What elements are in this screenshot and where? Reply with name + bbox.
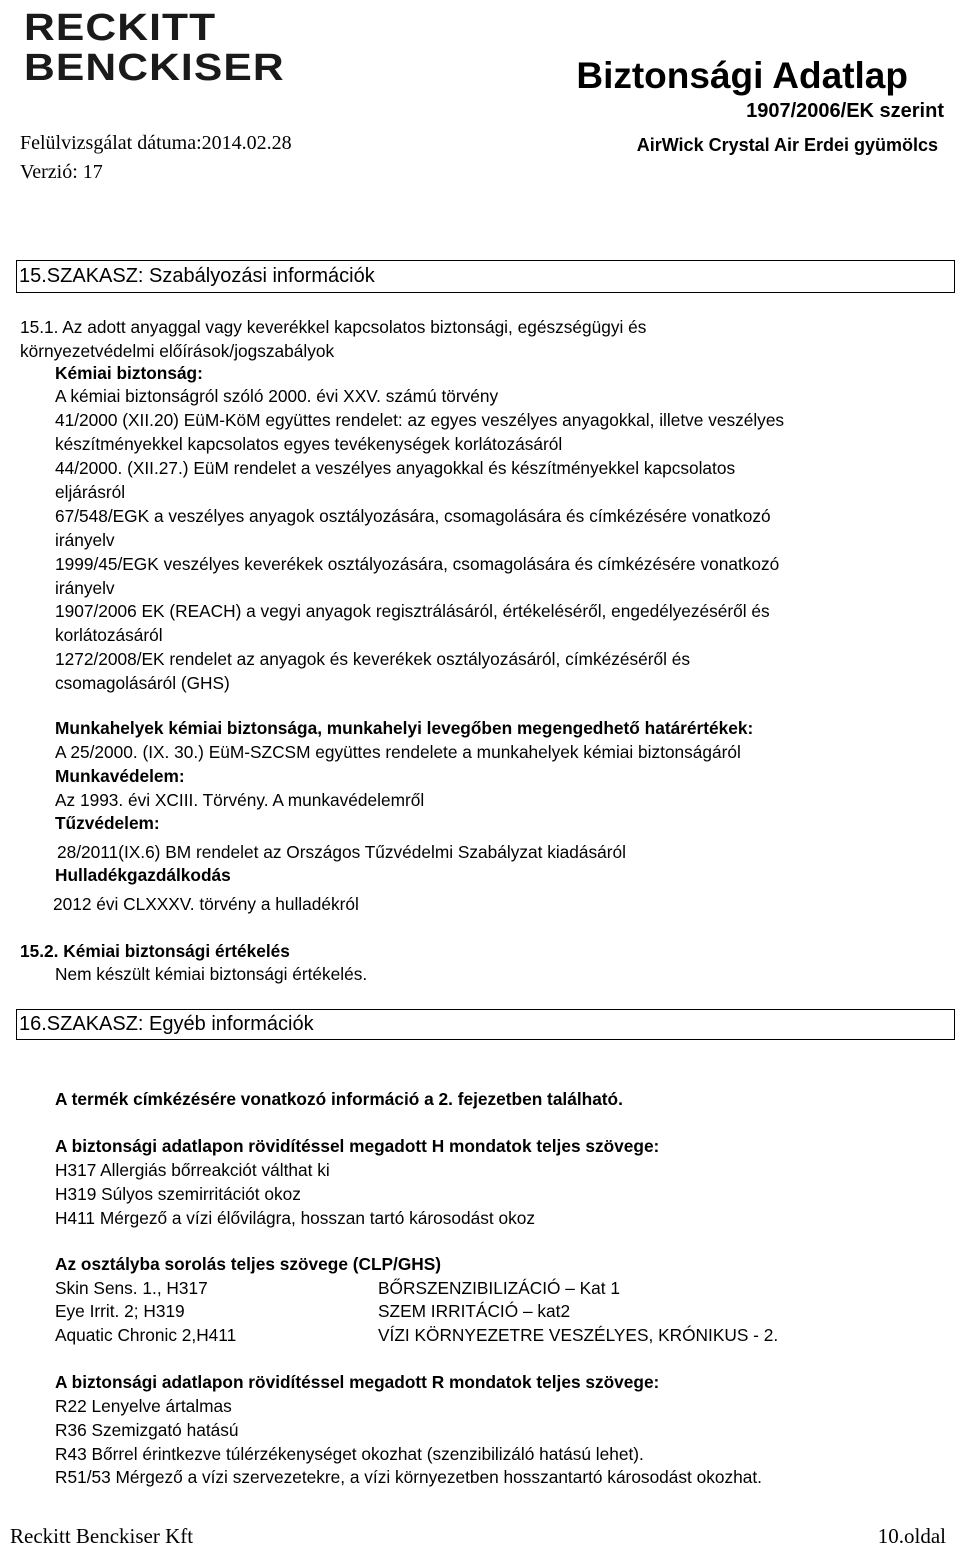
document-title: Biztonsági Adatlap [576, 55, 908, 96]
footer-company: Reckitt Benckiser Kft [10, 1524, 194, 1548]
subsection-15-1-line-2: környezetvédelmi előírások/jogszabályok [20, 341, 335, 361]
regulation-line: irányelv [55, 530, 115, 550]
logo-line-1: RECKITT [24, 7, 217, 49]
r-statement: R51/53 Mérgező a vízi szervezetekre, a vízi környezetben hosszantartó károsodást okozhat. [55, 1467, 762, 1487]
regulation-line: 1999/45/EGK veszélyes keverékek osztályozására, csomagolására és címkézésére vonatkozó [55, 554, 780, 574]
h-statement: H411 Mérgező a vízi élővilágra, hosszan tartó károsodást okoz [55, 1208, 535, 1228]
page-number: 10.oldal [877, 1524, 946, 1548]
clp-code: Skin Sens. 1., H317 [55, 1278, 208, 1298]
h-statements-label: A biztonsági adatlapon rövidítéssel megadott H mondatok teljes szövege: [55, 1136, 660, 1156]
labour-text: Az 1993. évi XCIII. Törvény. A munkavédelemről [55, 790, 425, 810]
subsection-15-2-label: 15.2. Kémiai biztonsági értékelés [20, 941, 290, 961]
subsection-15-2-text: Nem készült kémiai biztonsági értékelés. [55, 964, 368, 984]
regulation-line: korlátozásáról [55, 625, 163, 645]
regulation-line: A kémiai biztonságról szóló 2000. évi XXV. számú törvény [55, 386, 499, 406]
regulation-line: 41/2000 (XII.20) EüM-KöM együttes rendelet: az egyes veszélyes anyagokkal, illetve veszélyes [55, 410, 785, 430]
clp-text: SZEM IRRITÁCIÓ – kat2 [378, 1301, 571, 1321]
logo-line-2: BENCKISER [24, 47, 285, 89]
regulation-line: csomagolásáról (GHS) [55, 673, 230, 693]
workplace-text: A 25/2000. (IX. 30.) EüM-SZCSM együttes rendelete a munkahelyek kémiai biztonságáról [55, 742, 741, 762]
section-16-heading: 16.SZAKASZ: Egyéb információk [16, 1009, 955, 1040]
regulation-line: 67/548/EGK a veszélyes anyagok osztályozására, csomagolására és címkézésére vonatkozó [55, 506, 771, 526]
regulation-line: készítményekkel kapcsolatos egyes tevékenységek korlátozásáról [55, 434, 563, 454]
r-statements-label: A biztonsági adatlapon rövidítéssel megadott R mondatok teljes szövege: [55, 1372, 660, 1392]
r-statement: R43 Bőrrel érintkezve túlérzékenységet okozhat (szenzibilizáló hatású lehet). [55, 1444, 644, 1464]
regulation-line: 1272/2008/EK rendelet az anyagok és keverékek osztályozásáról, címkézéséről és [55, 649, 690, 669]
r-statement: R22 Lenyelve ártalmas [55, 1396, 232, 1416]
r-statement: R36 Szemizgató hatású [55, 1420, 239, 1440]
clp-code: Eye Irrit. 2; H319 [55, 1301, 185, 1321]
clp-text: VÍZI KÖRNYEZETRE VESZÉLYES, KRÓNIKUS - 2. [378, 1325, 779, 1345]
regulation-line: eljárásról [55, 482, 126, 502]
clp-code: Aquatic Chronic 2,H411 [55, 1325, 237, 1345]
labour-label: Munkavédelem: [55, 766, 185, 786]
version: Verzió: 17 [20, 161, 103, 183]
review-date: Felülvizsgálat dátuma:2014.02.28 [20, 132, 292, 154]
fire-text: 28/2011(IX.6) BM rendelet az Országos Tűzvédelmi Szabályzat kiadásáról [57, 842, 626, 862]
clp-text: BŐRSZENZIBILIZÁCIÓ – Kat 1 [378, 1278, 621, 1298]
clp-label: Az osztályba sorolás teljes szövege (CLP/GHS) [55, 1254, 442, 1274]
waste-label: Hulladékgazdálkodás [55, 865, 231, 885]
waste-text: 2012 évi CLXXXV. törvény a hulladékról [53, 894, 359, 914]
product-name: AirWick Crystal Air Erdei gyümölcs [636, 135, 938, 155]
regulation-line: 44/2000. (XII.27.) EüM rendelet a veszélyes anyagokkal és készítményekkel kapcsolatos [55, 458, 736, 478]
regulation-line: irányelv [55, 578, 115, 598]
company-logo [24, 7, 285, 90]
labelling-info: A termék címkézésére vonatkozó információ a 2. fejezetben található. [55, 1089, 623, 1109]
workplace-label: Munkahelyek kémiai biztonsága, munkahelyi levegőben megengedhető határértékek: [55, 718, 754, 738]
regulation-line: 1907/2006 EK (REACH) a vegyi anyagok regisztrálásáról, értékeléséről, engedélyezéséről és [55, 601, 770, 621]
section-15-heading: 15.SZAKASZ: Szabályozási információk [16, 260, 955, 293]
regulation-reference: 1907/2006/EK szerint [746, 100, 944, 122]
fire-label: Tűzvédelem: [55, 813, 160, 833]
subsection-15-1-line-1: 15.1. Az adott anyaggal vagy keverékkel kapcsolatos biztonsági, egészségügyi és [20, 317, 647, 337]
chem-safety-label: Kémiai biztonság: [55, 363, 203, 383]
h-statement: H317 Allergiás bőrreakciót válthat ki [55, 1160, 330, 1180]
h-statement: H319 Súlyos szemirritációt okoz [55, 1184, 301, 1204]
